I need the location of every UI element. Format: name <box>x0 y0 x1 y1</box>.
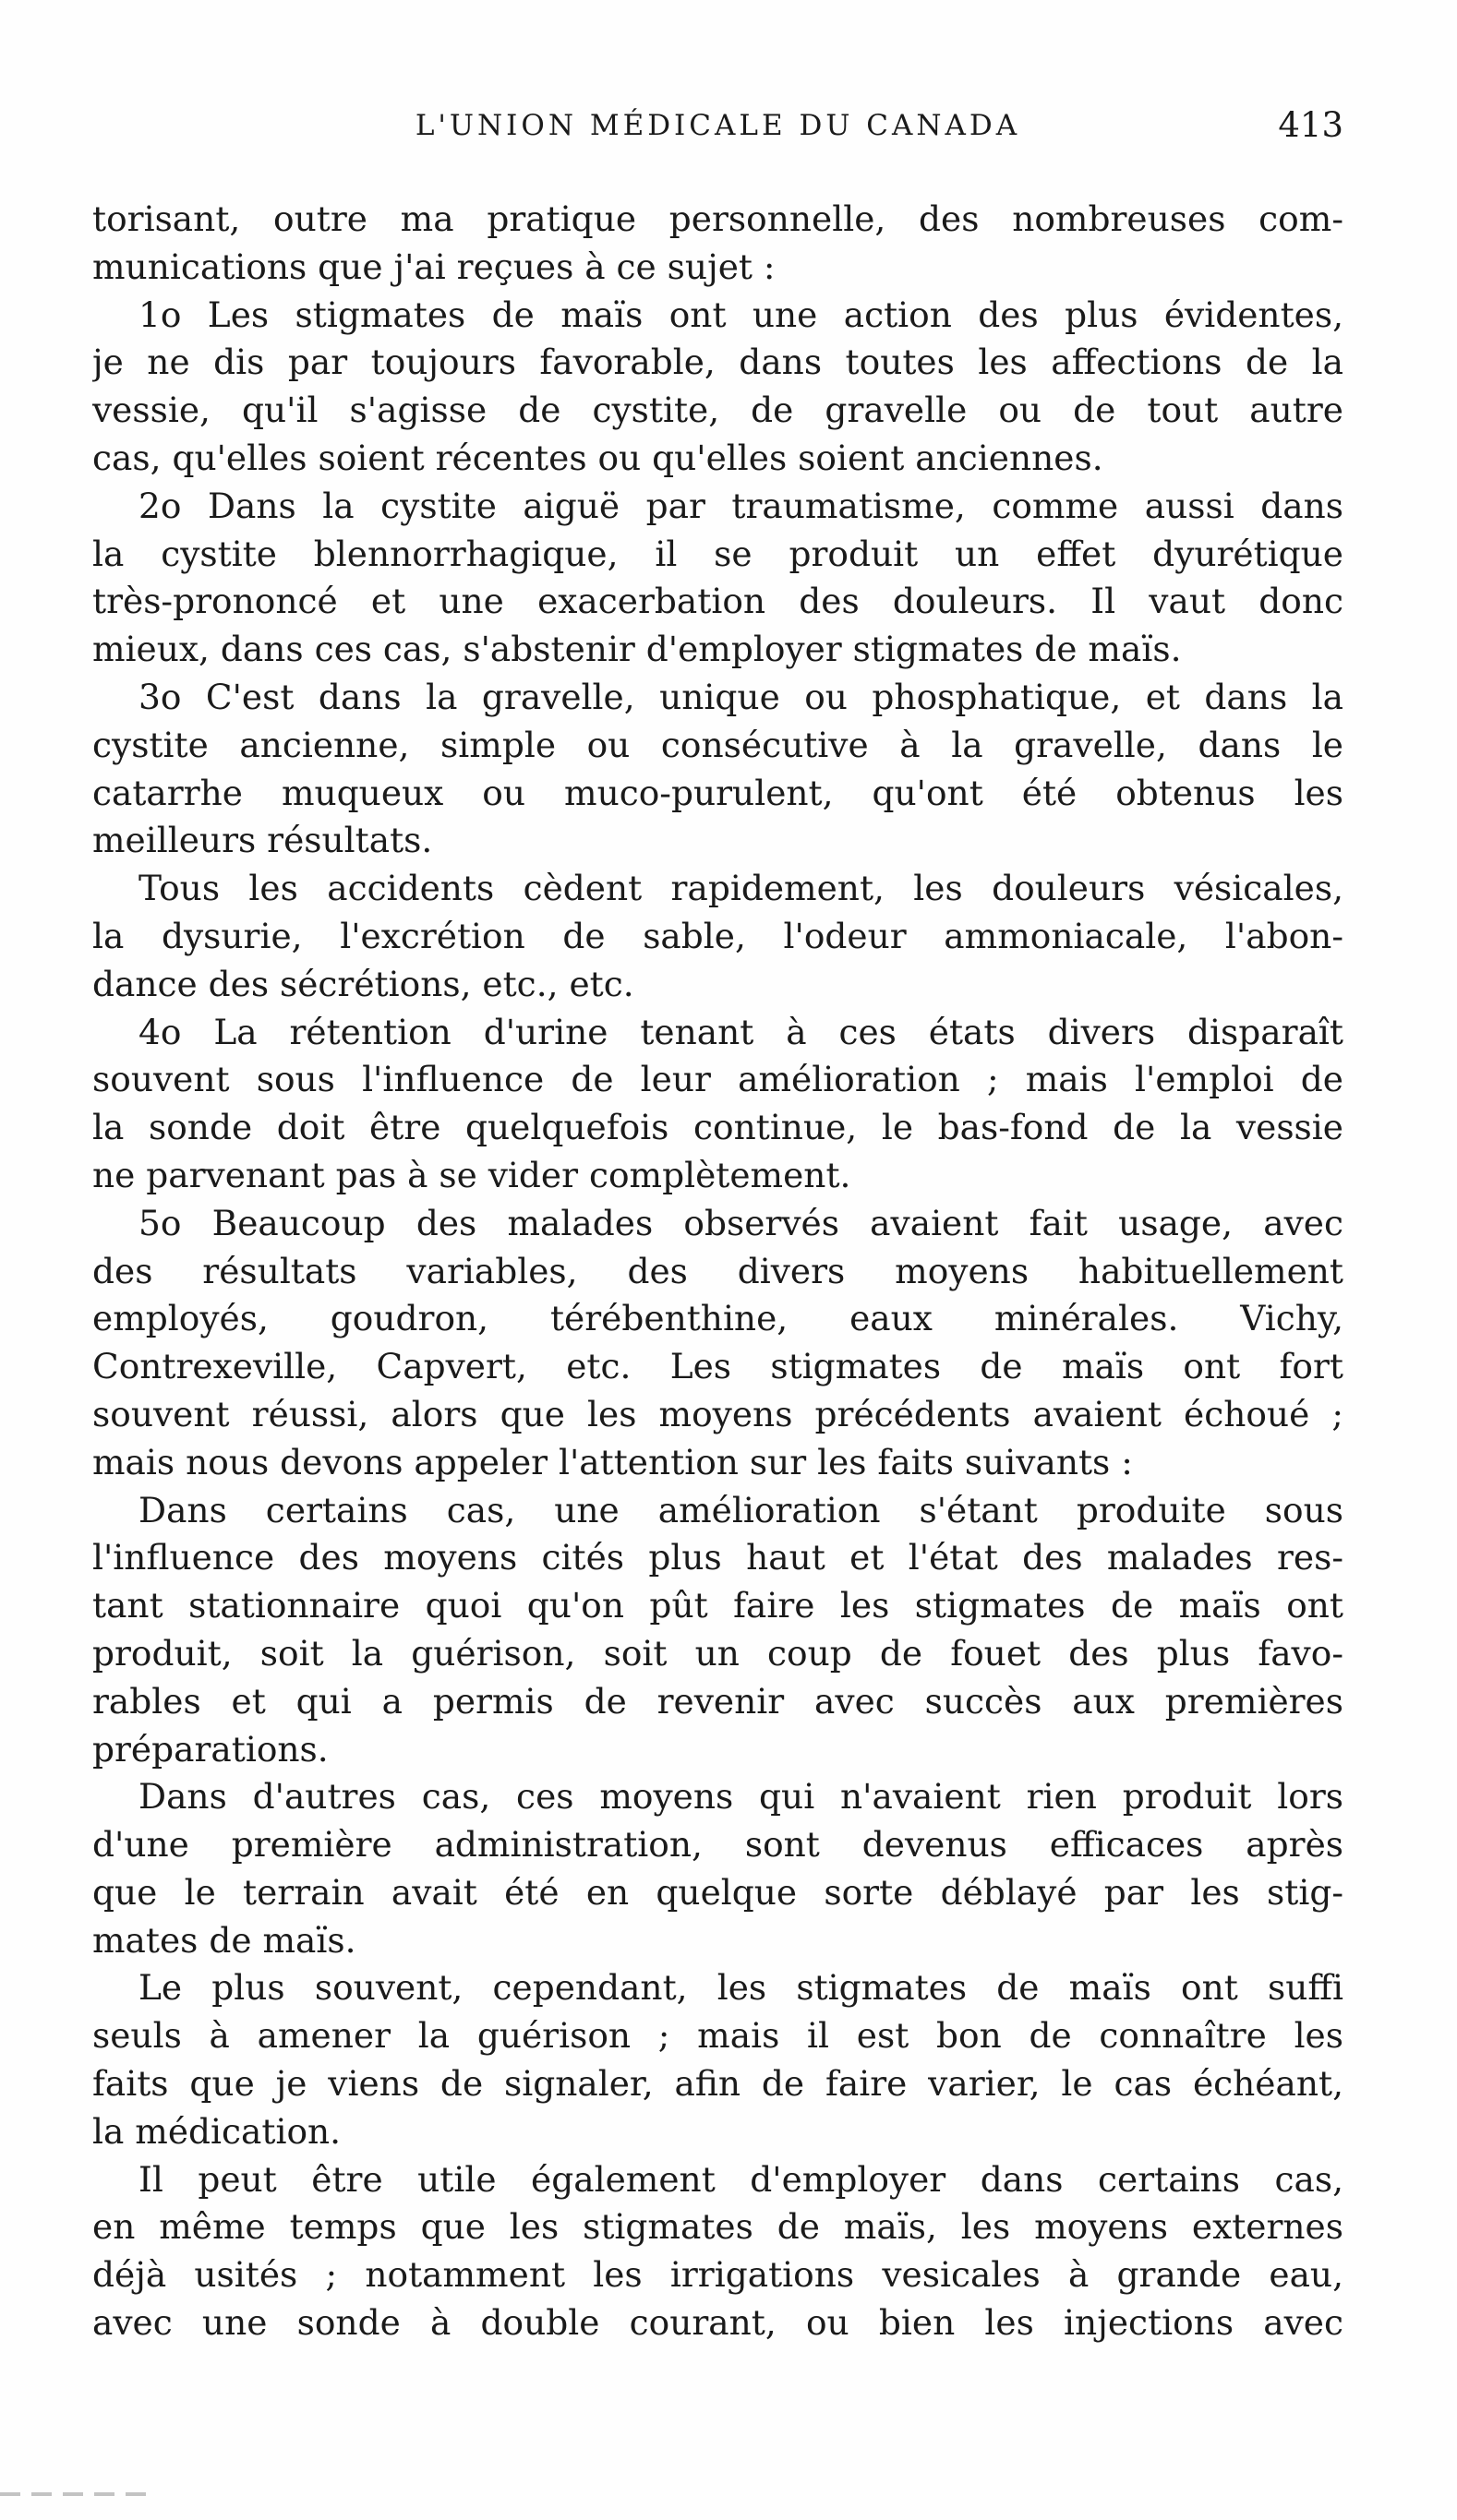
journal-title: L'UNION MÉDICALE DU CANADA <box>415 109 1021 142</box>
text-line: souvent sous l'influence de leur amélioration ; mais l'emploi de <box>92 1059 1343 1100</box>
text-line: déjà usités ; notamment les irrigations vesicales à grande eau, <box>92 2254 1343 2296</box>
text-line: produit, soit la guérison, soit un coup de fouet des plus favo- <box>92 1632 1343 1674</box>
text-line: la dysurie, l'excrétion de sable, l'odeur ammoniacale, l'abon- <box>92 915 1343 956</box>
text-line: 1o Les stigmates de maïs ont une action des plus évidentes, <box>138 294 1343 335</box>
text-line: la cystite blennorrhagique, il se produit un effet dyurétique <box>92 533 1343 574</box>
text-line: préparations. <box>92 1728 329 1770</box>
text-line: que le terrain avait été en quelque sorte déblayé par les stig- <box>92 1871 1343 1913</box>
text-line: ne parvenant pas à se vider complètement. <box>92 1154 851 1195</box>
text-line: d'une première administration, sont devenus efficaces après <box>92 1824 1343 1866</box>
text-line: mais nous devons appeler l'attention sur les faits suivants : <box>92 1441 1133 1482</box>
running-head <box>92 105 1343 164</box>
text-line: Dans certains cas, une amélioration s'étant produite sous <box>138 1489 1343 1530</box>
text-line: Le plus souvent, cependant, les stigmates de maïs ont suffi <box>138 1967 1343 2009</box>
body-text <box>92 196 1343 2347</box>
text-line: torisant, outre ma pratique personnelle, des nombreuses com- <box>92 198 1343 239</box>
text-line: 3o C'est dans la gravelle, unique ou phosphatique, et dans la <box>138 676 1343 717</box>
text-line: employés, goudron, térébenthine, eaux minérales. Vichy, <box>92 1298 1343 1339</box>
text-line: des résultats variables, des divers moyens habituellement <box>92 1250 1343 1291</box>
text-line: en même temps que les stigmates de maïs, les moyens externes <box>92 2206 1343 2248</box>
text-line: cystite ancienne, simple ou consécutive à la gravelle, dans le <box>92 724 1343 765</box>
text-line: Contrexeville, Capvert, etc. Les stigmates de maïs ont fort <box>92 1346 1343 1387</box>
text-line: meilleurs résultats. <box>92 820 433 861</box>
text-line: Dans d'autres cas, ces moyens qui n'avaient rien produit lors <box>138 1776 1343 1818</box>
text-line: souvent réussi, alors que les moyens précédents avaient échoué ; <box>92 1393 1343 1434</box>
text-line: cas, qu'elles soient récentes ou qu'elles soient anciennes. <box>92 437 1103 478</box>
text-line: 5o Beaucoup des malades observés avaient fait usage, avec <box>138 1202 1343 1243</box>
text-line: seuls à amener la guérison ; mais il est bon de connaître les <box>92 2015 1343 2057</box>
scan-edge-mark <box>0 2492 148 2496</box>
text-line: 2o Dans la cystite aiguë par traumatisme, comme aussi dans <box>138 485 1343 526</box>
page-number: 413 <box>1278 105 1343 145</box>
text-line: l'influence des moyens cités plus haut et l'état des malades res- <box>92 1537 1343 1578</box>
text-line: Il peut être utile également d'employer dans certains cas, <box>138 2158 1343 2200</box>
text-line: rables et qui a permis de revenir avec succès aux premières <box>92 1680 1343 1722</box>
text-line: Tous les accidents cèdent rapidement, les douleurs vésicales, <box>138 868 1343 909</box>
text-line: 4o La rétention d'urine tenant à ces états divers disparaît <box>138 1011 1343 1052</box>
text-line: vessie, qu'il s'agisse de cystite, de gravelle ou de tout autre <box>92 390 1343 431</box>
text-line: mieux, dans ces cas, s'abstenir d'employer stigmates de maïs. <box>92 629 1182 670</box>
text-line: je ne dis par toujours favorable, dans toutes les affections de la <box>92 342 1343 383</box>
text-line: avec une sonde à double courant, ou bien les injections avec <box>92 2302 1343 2344</box>
text-line: tant stationnaire quoi qu'on pût faire les stigmates de maïs ont <box>92 1585 1343 1626</box>
text-line: très-prononcé et une exacerbation des douleurs. Il vaut donc <box>92 581 1343 622</box>
text-line: mates de maïs. <box>92 1919 356 1961</box>
text-line: la sonde doit être quelquefois continue, le bas-fond de la vessie <box>92 1107 1343 1148</box>
text-line: la médication. <box>92 2110 342 2152</box>
text-line: munications que j'ai reçues à ce sujet : <box>92 246 776 287</box>
text-line: catarrhe muqueux ou muco-purulent, qu'ont été obtenus les <box>92 772 1343 813</box>
text-line: dance des sécrétions, etc., etc. <box>92 963 634 1004</box>
text-line: faits que je viens de signaler, afin de faire varier, le cas échéant, <box>92 2063 1343 2105</box>
